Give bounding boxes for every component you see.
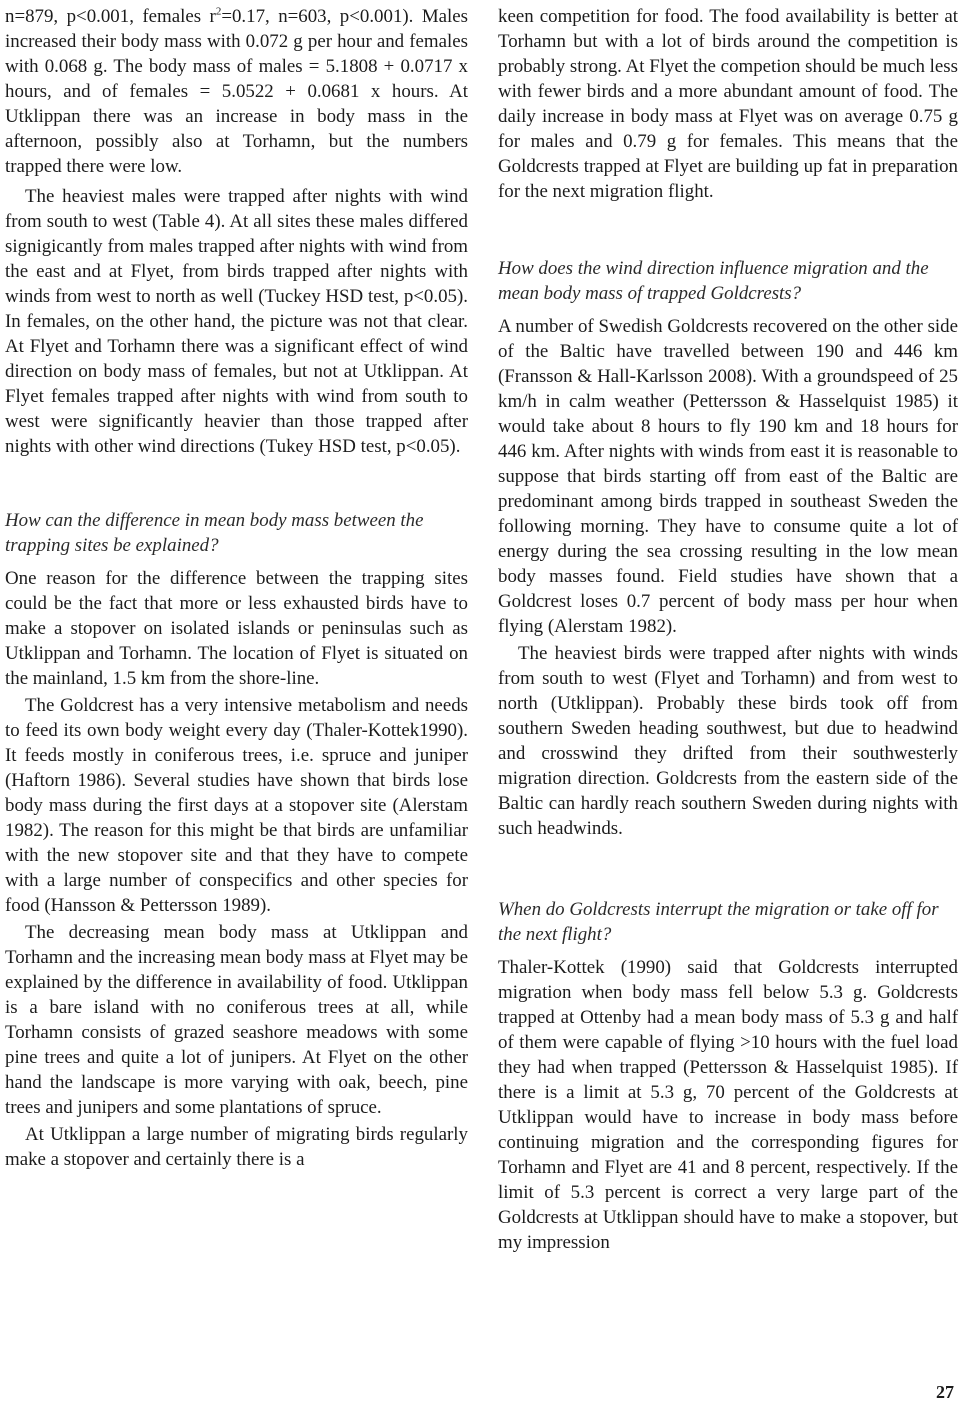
paragraph-thaler-kottek: Thaler-Kottek (1990) said that Goldcrests interrupted migration when body mass fell below 5.3 g. Goldcrests trapped at Ottenby had a mean body mass of 5.3 g and half of them were capable of flying >10 hours with the fuel load they had when trapped (Pettersson & Hasselquist 1985). If there is a limit at 5.3 g, 70 percent of the Goldcrests at Utklippan would have to increase in body mass before continuing migration and the corresponding figures for Torhamn and Flyet are 41 and 8 percent, respectively. If the limit of 5.3 percent is correct a very large part of the Goldcrests at Utklippan should have to make a stopover, but my impression [498,957,958,1253]
section-heading-trapping-sites: How can the difference in mean body mass between the trapping sites be explained? [5,510,424,556]
paragraph-heaviest-birds: The heaviest birds were trapped after nights with winds from south to west (Flyet and Torhamn) and from west to north (Utklippan). Probably these birds took off from southern Sweden heading southwest, but due to headwind and crosswind they drifted from their southwesterly migration direction. Goldcrests from the eastern side of the Baltic can hardly reach southern Sweden during nights with such headwinds. [498,643,958,839]
superscript-2: 2 [215,5,222,18]
section-heading-wind-direction: How does the wind direction influence migration and the mean body mass of trapped Goldcrests? [498,258,929,304]
paragraph-results-part1: n=879, p<0.001, females r [5,6,216,27]
paragraph-food-availability: The decreasing mean body mass at Utklippan and Torhamn and the increasing mean body mass at Flyet may be explained by the difference in availability of food. Utklippan is a bare island with no coniferous trees at all, while Torhamn consists of grazed seashore meadows with some pine trees and quite a lot of junipers. At Flyet on the other hand the landscape is more varying with oak, beech, pine trees and junipers and some plantations of spruce. [5,922,468,1118]
section-heading-interrupt-migration: When do Goldcrests interrupt the migration or take off for the next flight? [498,899,939,945]
left-column [5,4,468,1172]
paragraph-utklippan-stopover: At Utklippan a large number of migrating birds regularly make a stopover and certainly there is a [5,1124,468,1170]
paragraph-baltic-recoveries: A number of Swedish Goldcrests recovered on the other side of the Baltic have travelled between 190 and 446 km (Fransson & Hall-Karlsson 2008). With a groundspeed of 25 km/h in calm weather (Pettersson & Hasselquist 1985) it would take about 8 hours to fly 190 km and 18 hours for 446 km. After nights with winds from east it is reasonable to suppose that birds starting off from east of the Baltic are predominant among birds trapped in southeast Sweden the following morning. They have to consume quite a lot of energy during the sea crossing resulting in the low mean body masses found. Field studies have shown that a Goldcrest loses 0.7 percent of body mass per hour when flying (Alerstam 1982). [498,316,958,637]
paragraph-one-reason: One reason for the difference between the trapping sites could be the fact that more or less exhausted birds have to make a stopover on isolated islands or peninsulas such as Utklippan and Torhamn. The location of Flyet is situated on the mainland, 1.5 km from the shore-line. [5,568,468,689]
paragraph-results-part2: =0.17, n=603, p<0.001). Males increased their body mass with 0.072 g per hour and females with 0.068 g. The body mass of males = 5.1808 + 0.0717 x hours, and of females = 5.0522 + 0.0681 x hours. At Utklippan there was an increase in body mass in the afternoon, possibly also at Torhamn, but the numbers trapped there were low. [5,6,469,177]
paragraph-results-body-mass [5,4,468,179]
paragraph-heaviest-males: The heaviest males were trapped after nights with wind from south to west (Table 4). At all sites these males differed signigicantly from males trapped after nights with wind from the east and at Flyet, from birds trapped after nights with winds from west to north as well (Tuckey HSD test, p<0.05). In females, on the other hand, the picture was not that clear. At Flyet and Torhamn there was a significant effect of wind direction on body mass of females, but not at Utklippan. At Flyet females trapped after nights with wind from south to west were significantly heavier than those trapped after nights with other wind directions (Tukey HSD test, p<0.05). [5,186,468,457]
right-column [498,4,958,1255]
paragraph-competition: keen competition for food. The food availability is better at Torhamn but with a lot of birds around the competition is probably strong. At Flyet the competion should be much less with fewer birds and a more abundant amount of food. The daily increase in body mass at Flyet was on average 0.75 g for males and 0.79 g for females. This means that the Goldcrests trapped at Flyet are building up fat in preparation for the next migration flight. [498,6,958,202]
paragraph-metabolism: The Goldcrest has a very intensive metabolism and needs to feed its own body weight every day (Thaler-Kottek1990). It feeds mostly in coniferous trees, i.e. spruce and juniper (Haftorn 1986). Several studies have shown that birds lose body mass during the first days at a stopover site (Alerstam 1982). The reason for this might be that birds are unfamiliar with the new stopover site and that they have to compete with a large number of conspecifics and other species for food (Hansson & Pettersson 1989). [5,695,468,916]
page-number: 27 [936,1382,954,1402]
